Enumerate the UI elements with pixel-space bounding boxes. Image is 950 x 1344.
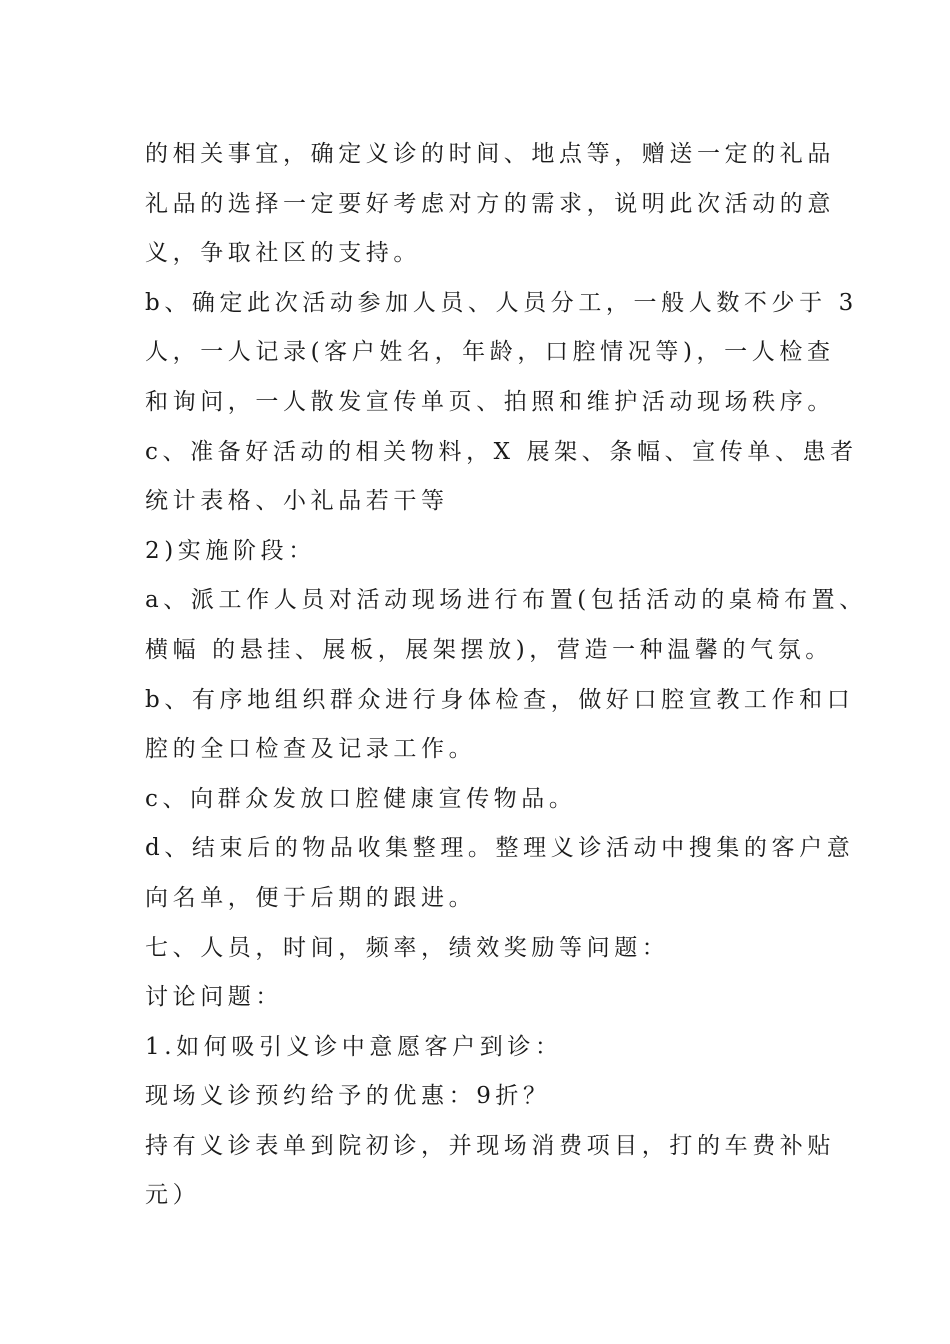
text-line: 持有义诊表单到院初诊，并现场消费项目，打的车费补贴 bbox=[145, 1132, 835, 1159]
section-heading: 2)实施阶段： bbox=[145, 537, 316, 564]
text-line: 统计表格、小礼品若干等 bbox=[145, 488, 449, 515]
text-line: b、确定此次活动参加人员、人员分工，一般人数不少于 3 bbox=[145, 289, 858, 316]
text-line: 元） bbox=[145, 1182, 201, 1209]
text-line: 礼品的选择一定要好考虑对方的需求，说明此次活动的意 bbox=[145, 190, 835, 217]
text-line: 义，争取社区的支持。 bbox=[145, 240, 421, 267]
text-line: 的相关事宜，确定义诊的时间、地点等，赠送一定的礼品 bbox=[145, 141, 835, 167]
section-heading: 七、人员，时间，频率，绩效奖励等问题： bbox=[145, 934, 670, 961]
text-line: 讨论问题： bbox=[145, 984, 283, 1011]
text-line: 向名单，便于后期的跟进。 bbox=[145, 884, 477, 911]
text-line: 1.如何吸引义诊中意愿客户到诊： bbox=[145, 1033, 563, 1060]
text-line: 横幅 的悬挂、展板，展架摆放)，营造一种温馨的气氛。 bbox=[145, 636, 833, 663]
text-line: c、准备好活动的相关物料，X 展架、条幅、宣传单、患者 bbox=[145, 438, 858, 465]
text-line: 现场义诊预约给予的优惠：9折？ bbox=[145, 1083, 551, 1110]
text-line: 腔的全口检查及记录工作。 bbox=[145, 736, 477, 763]
text-line: 人，一人记录(客户姓名，年龄，口腔情况等)，一人检查 bbox=[145, 339, 835, 366]
body-text bbox=[145, 130, 867, 1221]
text-line: a、派工作人员对活动现场进行布置(包括活动的桌椅布置、 bbox=[145, 587, 867, 614]
text-line: c、向群众发放口腔健康宣传物品。 bbox=[145, 785, 577, 812]
text-line: b、有序地组织群众进行身体检查，做好口腔宣教工作和口 bbox=[145, 686, 855, 713]
text-line: d、结束后的物品收集整理。整理义诊活动中搜集的客户意 bbox=[145, 835, 855, 862]
text-line: 和询问，一人散发宣传单页、拍照和维护活动现场秩序。 bbox=[145, 388, 835, 415]
